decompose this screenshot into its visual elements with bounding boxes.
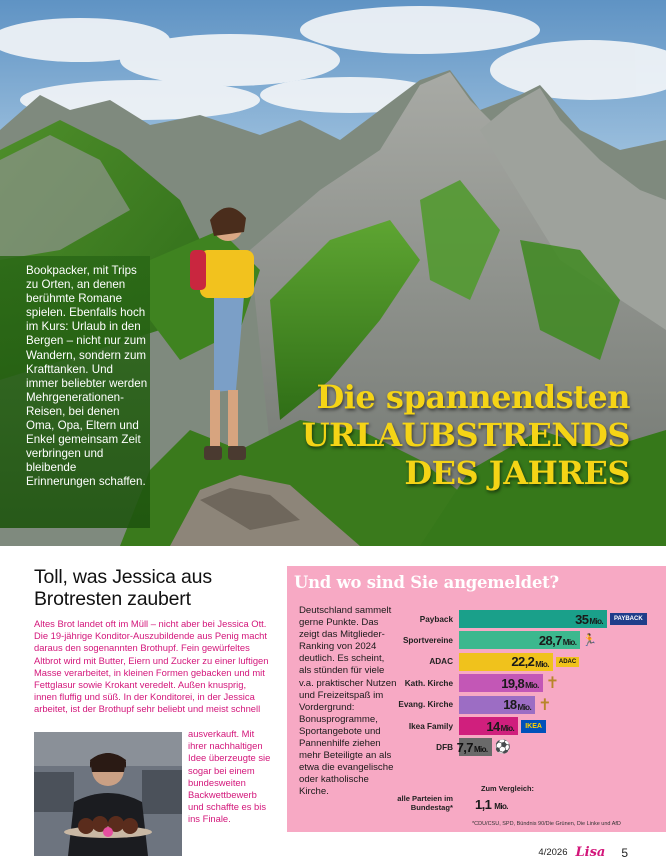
bar-category-label: Evang. Kirche — [398, 700, 453, 710]
bar-adac — [459, 653, 553, 671]
comparison-value — [475, 797, 508, 812]
bar-unit-label: Mio. — [562, 638, 577, 648]
bar-dfb — [456, 738, 492, 756]
bar-category-label: ADAC — [429, 657, 453, 667]
comparison-row-label: alle Parteien im Bundestag* — [397, 794, 453, 813]
bar-kath-kirche — [459, 674, 543, 692]
cross-icon: ✝ — [545, 675, 560, 693]
bar-value-label: 22,2 — [511, 654, 535, 670]
article-title: Toll, was Jessica aus Brotresten zaubert — [34, 566, 212, 610]
hero-title-line2: URLAUBSTRENDS — [301, 416, 630, 454]
bar-category-label: Kath. Kirche — [404, 678, 453, 688]
bar-ikea-family — [459, 717, 518, 735]
runner-icon: 🏃 — [582, 633, 598, 648]
hero-title-line1: Die spannendsten — [316, 378, 630, 416]
bar-row — [379, 738, 511, 756]
infographic-text: Deutschland sammelt gerne Punkte. Das zeigt das Mitglieder-Ranking von 2024 deutlich. Es scheint, als stünden für viele v.a. praktischer Nutzen und Freizeitspaß im Vordergrund: Bonusprogramme, Sportangebote und Pannenhilfe ziehen mehr Beteiligte an als etwa die evangelische oder katholische Kirche. — [299, 605, 397, 798]
magazine-brand: Lisa — [575, 845, 606, 860]
bar-payback — [459, 610, 607, 628]
bar-unit-label: Mio. — [517, 702, 532, 712]
bar-unit-label: Mio. — [535, 659, 549, 669]
bar-category-label: Ikea Family — [408, 721, 453, 731]
cross-icon: ✝ — [538, 696, 552, 714]
bar-unit-label: Mio. — [473, 745, 488, 755]
payback-logo: PAYBACK — [610, 613, 647, 625]
infographic-footnote: *CDU/CSU, SPD, Bündnis 90/Die Grünen, Die Linke und AfD — [472, 821, 621, 827]
bar-row — [379, 696, 552, 714]
comparison-label: Zum Vergleich: — [481, 784, 534, 793]
bar-row — [379, 674, 559, 692]
bar-value-label: 7,7 — [456, 739, 473, 755]
bar-value-label: 35 — [575, 611, 589, 627]
bar-value-label: 19,8 — [501, 675, 525, 691]
bar-category-label: Payback — [419, 614, 453, 624]
baker-photo-illustration — [34, 732, 182, 856]
hero-side-text: Bookpacker, mit Trips zu Orten, an denen berühmte Romane spielen. Ebenfalls hoch im Kurs: Urlaub in den Bergen – nicht nur zum Wandern, sondern zum Krafttanken. Und immer beliebter werden Mehrgenerationen-Reisen, bei denen Oma, Opa, Eltern und Enkel gemeinsam Zeit verbringen und bleibende Erinnerungen schaffen. — [26, 264, 148, 489]
membership-infographic — [287, 566, 666, 832]
ikea-logo: IKEA — [521, 720, 546, 733]
hero-side-box — [0, 256, 150, 528]
issue-number: 4/2026 — [538, 847, 568, 858]
bar-sportvereine — [459, 631, 580, 649]
football-icon: ⚽ — [494, 739, 511, 755]
adac-logo: ADAC — [556, 657, 579, 667]
bar-unit-label: Mio. — [589, 617, 603, 626]
hero-title-line3: DES JAHRES — [404, 454, 630, 492]
bar-category-label: Sportvereine — [402, 635, 453, 645]
bar-row — [379, 631, 597, 649]
article-body: Altes Brot landet oft im Müll – nicht aber bei Jessica Ott. Die 19-jährige Konditor-Auszubildende aus Penig macht daraus den sogenannten Brothupf. Fein gewürfeltes Altbrot wird mit Butter, Eiern und Zucker zu einer luftigen Masse verarbeitet, in kleinen Formen gebacken und mit Fettglasur sowie Krokant veredelt. Außen knusprig, innen fluffig und süß. In der Konditorei, in der Jessica arbeitet, ist der Brothupf sehr beliebt und meist schnell — [34, 618, 269, 715]
bar-evang-kirche — [459, 696, 535, 714]
bar-row — [379, 717, 546, 735]
page-number: 5 — [621, 845, 628, 860]
brothupf-article — [34, 566, 271, 825]
article-body-continued: ausverkauft. Mit ihrer nachhaltigen Idee überzeugte sie sogar bei einem bundesweiten Backwettbewerb und schaffte es bis ins Finale. — [188, 728, 271, 825]
bar-row — [379, 653, 579, 671]
bar-value-label: 28,7 — [538, 632, 562, 648]
bar-row — [379, 610, 647, 628]
hero-title — [302, 378, 630, 492]
bar-value-label: 18 — [503, 697, 517, 713]
bar-value-label: 14 — [486, 718, 500, 734]
comparison-number: 1,1 — [475, 797, 492, 812]
bar-unit-label: Mio. — [500, 724, 515, 733]
comparison-unit: Mio. — [494, 802, 508, 811]
infographic-title: Und wo sind Sie angemeldet? — [294, 573, 559, 592]
page-footer — [538, 845, 628, 860]
bar-unit-label: Mio. — [525, 681, 539, 691]
bar-category-label: DFB — [436, 742, 453, 752]
jessica-photo — [34, 732, 182, 856]
